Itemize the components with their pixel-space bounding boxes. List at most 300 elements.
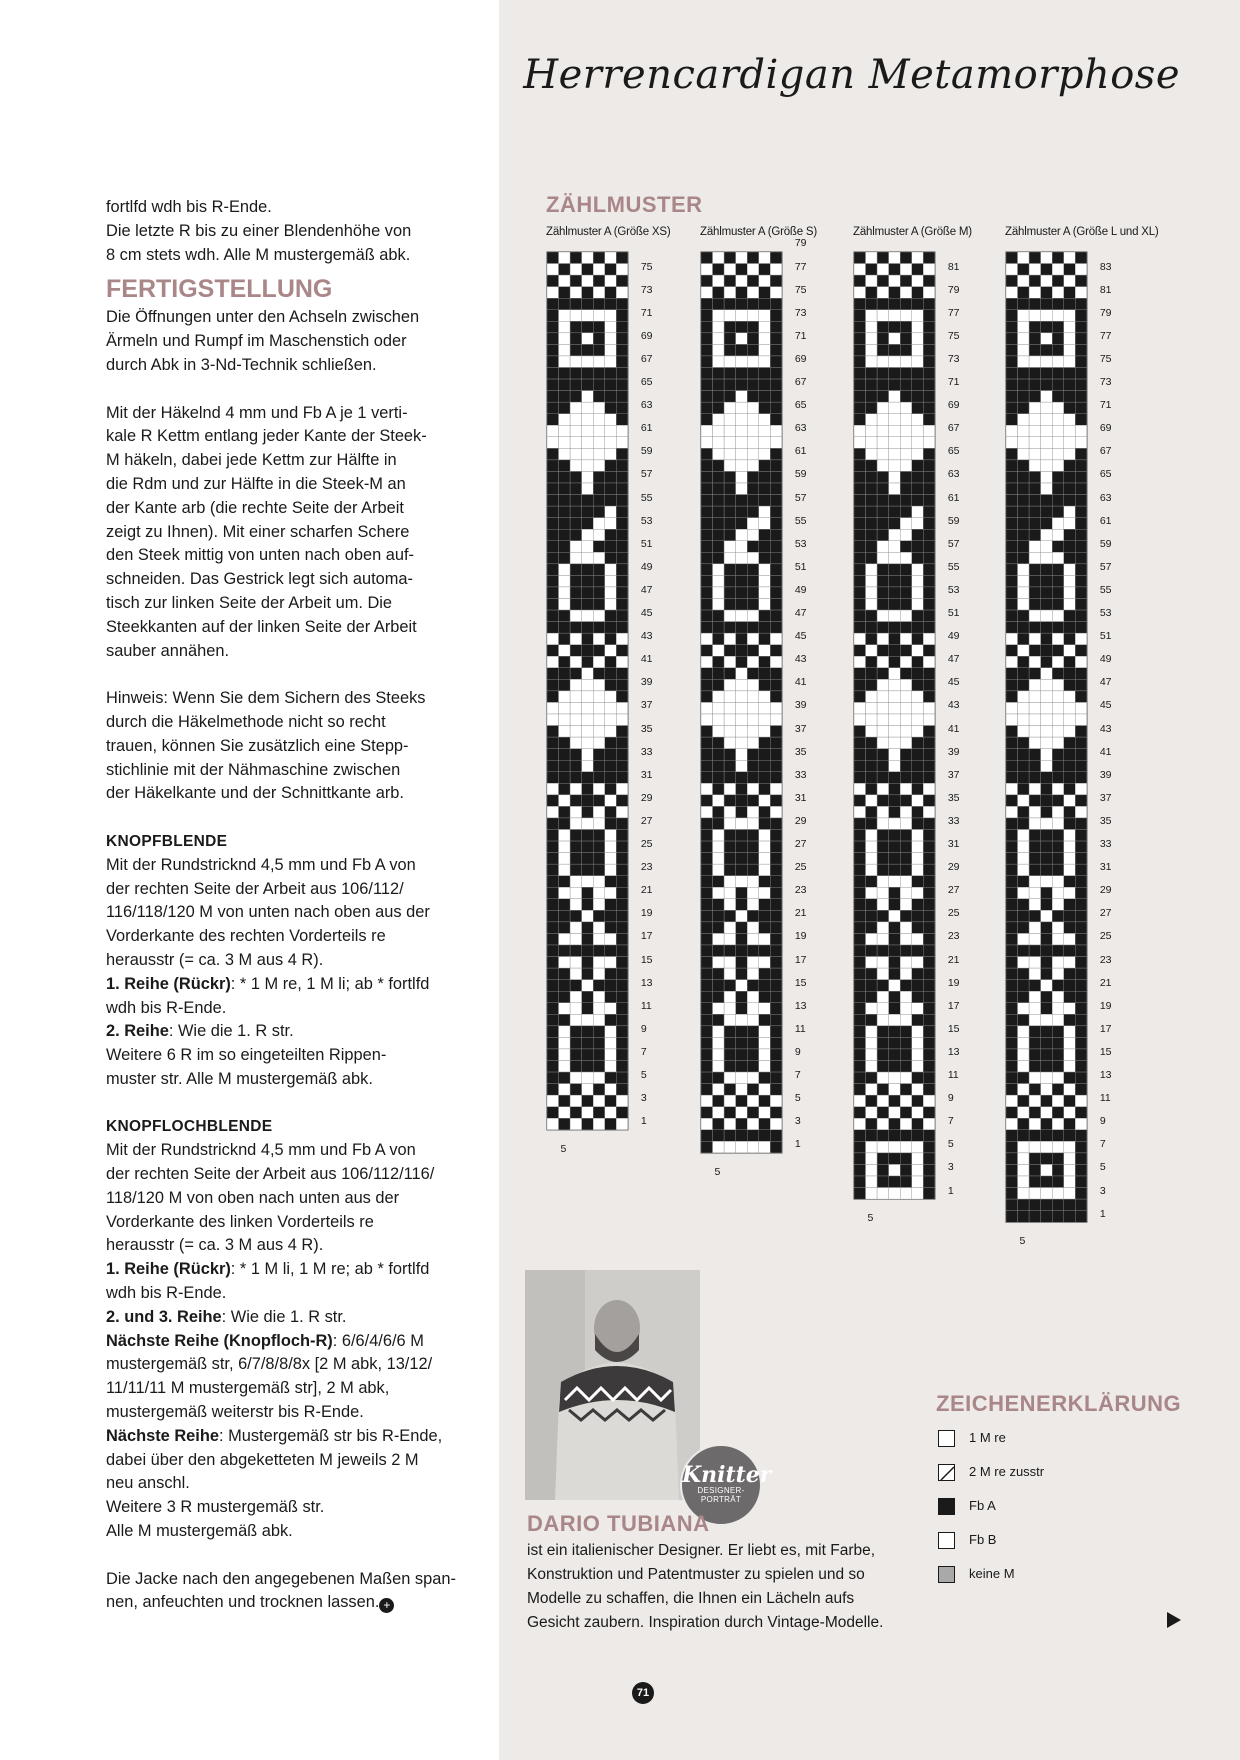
chart-cell-fb-a <box>889 1026 901 1038</box>
chart-cell-fb-a <box>701 772 713 784</box>
row-number-label: 15 <box>640 953 653 966</box>
chart-cell-fb-a <box>724 749 736 761</box>
chart-cell-fb-b <box>593 310 605 322</box>
chart-cell-fb-a <box>547 968 559 980</box>
chart-cell-fb-b <box>1029 448 1041 460</box>
chart-cell-fb-b <box>1018 356 1030 368</box>
chart-cell-fb-b <box>736 760 748 772</box>
chart-cell-fb-a <box>616 818 628 830</box>
chart-cell-fb-a <box>770 1026 782 1038</box>
chart-cell-fb-b <box>724 448 736 460</box>
chart-cell-fb-a <box>701 529 713 541</box>
chart-cell-fb-a <box>1064 760 1076 772</box>
chart-cell-fb-a <box>1075 737 1087 749</box>
chart-cell-fb-b <box>1018 1188 1030 1200</box>
row-number-label: 59 <box>947 514 960 527</box>
section-heading-fertigstellung: FERTIGSTELLUNG <box>106 275 333 304</box>
chart-cell-fb-a <box>923 795 935 807</box>
chart-cell-fb-a <box>1029 1049 1041 1061</box>
chart-cell-fb-a <box>889 853 901 865</box>
chart-cell-fb-a <box>1052 1037 1064 1049</box>
chart-cell-fb-a <box>1006 379 1018 391</box>
chart-cell-fb-b <box>866 864 878 876</box>
chart-cell-fb-a <box>559 460 571 472</box>
chart-cell-fb-b <box>759 691 771 703</box>
chart-cell-fb-a <box>1006 841 1018 853</box>
chart-cell-fb-a <box>701 887 713 899</box>
chart-cell-fb-a <box>759 1118 771 1130</box>
chart-cell-fb-a <box>1041 1199 1053 1211</box>
chart-cell-fb-b <box>877 356 889 368</box>
chart-cell-fb-b <box>1018 714 1030 726</box>
chart-cell-fb-a <box>1075 587 1087 599</box>
chart-cell-fb-a <box>559 471 571 483</box>
chart-cell-fb-a <box>1029 275 1041 287</box>
chart-cell-fb-a <box>877 379 889 391</box>
chart-cell-fb-b <box>866 344 878 356</box>
designer-bio <box>527 1539 907 1635</box>
chart-cell-fb-b <box>759 310 771 322</box>
chart-cell-fb-a <box>900 344 912 356</box>
text-line: Mit der Rundstricknd 4,5 mm und Fb A von <box>106 855 416 874</box>
chart-cell-fb-a <box>701 1141 713 1153</box>
row-number-label: 19 <box>640 907 653 920</box>
chart-cell-fb-a <box>593 1107 605 1119</box>
chart-cell-fb-a <box>759 483 771 495</box>
chart-cell-fb-b <box>724 806 736 818</box>
chart-cell-fb-b <box>866 275 878 287</box>
chart-cell-fb-a <box>559 679 571 691</box>
chart-cell-fb-b <box>900 876 912 888</box>
text-line: neu anschl. <box>106 1474 190 1493</box>
chart-cell-fb-a <box>701 1049 713 1061</box>
chart-cell-fb-a <box>866 506 878 518</box>
chart-cell-fb-b <box>1052 957 1064 969</box>
chart-cell-fb-b <box>747 552 759 564</box>
chart-cell-fb-a <box>770 379 782 391</box>
chart-cell-fb-b <box>1018 1164 1030 1176</box>
chart-cell-fb-a <box>1018 1014 1030 1026</box>
chart-cell-fb-a <box>747 587 759 599</box>
chart-cell-fb-a <box>616 610 628 622</box>
chart-cell-fb-b <box>759 1061 771 1073</box>
chart-cell-fb-b <box>616 425 628 437</box>
row-number-label: 73 <box>947 352 960 365</box>
chart-cell-fb-a <box>923 818 935 830</box>
chart-cell-fb-a <box>747 910 759 922</box>
chart-cell-fb-a <box>605 668 617 680</box>
row-number-label: 31 <box>1099 861 1112 874</box>
row-number-label: 5 <box>640 1069 647 1082</box>
chart-cell-fb-a <box>736 1003 748 1015</box>
chart-cell-fb-b <box>547 783 559 795</box>
chart-cell-fb-b <box>1064 1153 1076 1165</box>
chart-cell-fb-a <box>1052 333 1064 345</box>
chart-cell-fb-a <box>605 264 617 276</box>
chart-cell-fb-a <box>582 772 594 784</box>
row-number-label: 17 <box>947 999 960 1012</box>
chart-cell-fb-a <box>1064 991 1076 1003</box>
chart-cell-fb-a <box>889 264 901 276</box>
chart-cell-fb-a <box>866 668 878 680</box>
chart-cell-fb-b <box>1041 714 1053 726</box>
chart-cell-fb-b <box>866 1107 878 1119</box>
chart-cell-fb-a <box>854 818 866 830</box>
chart-cell-fb-a <box>1075 333 1087 345</box>
chart-cell-fb-a <box>866 287 878 299</box>
row-number-label: 55 <box>794 514 807 527</box>
chart-cell-fb-b <box>747 933 759 945</box>
chart-cell-fb-a <box>854 876 866 888</box>
chart-cell-fb-a <box>770 679 782 691</box>
chart-cell-fb-a <box>770 968 782 980</box>
chart-cell-fb-a <box>747 749 759 761</box>
chart-cell-fb-a <box>900 1061 912 1073</box>
chart-cell-fb-a <box>1006 1003 1018 1015</box>
chart-cell-fb-a <box>547 760 559 772</box>
chart-cell-fb-a <box>866 368 878 380</box>
chart-cell-fb-a <box>923 1072 935 1084</box>
chart-cell-fb-b <box>900 899 912 911</box>
chart-cell-fb-a <box>747 622 759 634</box>
chart-cell-fb-a <box>713 529 725 541</box>
chart-cell-fb-b <box>759 887 771 899</box>
chart-cell-fb-b <box>854 437 866 449</box>
chart-cell-fb-a <box>593 795 605 807</box>
chart-cell-fb-a <box>616 529 628 541</box>
chart-cell-fb-a <box>701 980 713 992</box>
row-number-label: 3 <box>640 1092 647 1105</box>
chart-cell-fb-a <box>570 506 582 518</box>
chart-cell-fb-a <box>854 645 866 657</box>
chart-cell-fb-b <box>747 887 759 899</box>
chart-cell-fb-b <box>1029 414 1041 426</box>
chart-cell-fb-b <box>1029 1072 1041 1084</box>
chart-cell-fb-a <box>770 587 782 599</box>
chart-cell-fb-a <box>605 622 617 634</box>
chart-cell-fb-b <box>877 656 889 668</box>
chart-cell-fb-b <box>1018 1003 1030 1015</box>
chart-cell-fb-a <box>1064 495 1076 507</box>
chart-cell-fb-a <box>1018 298 1030 310</box>
chart-cell-fb-a <box>747 772 759 784</box>
chart-cell-fb-a <box>593 760 605 772</box>
chart-cell-fb-a <box>605 633 617 645</box>
chart-cell-fb-a <box>547 252 559 264</box>
chart-cell-fb-b <box>701 1118 713 1130</box>
row-number-label: 3 <box>947 1161 954 1174</box>
chart-cell-fb-a <box>1006 876 1018 888</box>
chart-cell-fb-a <box>1075 1049 1087 1061</box>
chart-cell-fb-b <box>559 252 571 264</box>
chart-cell-fb-a <box>605 922 617 934</box>
chart-cell-fb-a <box>547 587 559 599</box>
chart-cell-fb-b <box>900 1072 912 1084</box>
chart-cell-fb-a <box>616 575 628 587</box>
chart-cell-fb-b <box>736 818 748 830</box>
chart-cell-fb-a <box>1052 980 1064 992</box>
chart-cell-fb-a <box>877 841 889 853</box>
row-number-label: 7 <box>1099 1138 1106 1151</box>
chart-cell-fb-a <box>570 772 582 784</box>
chart-cell-fb-a <box>1006 910 1018 922</box>
chart-cell-fb-b <box>877 737 889 749</box>
chart-cell-fb-b <box>713 1084 725 1096</box>
chart-cell-fb-b <box>736 448 748 460</box>
chart-cell-fb-a <box>570 1061 582 1073</box>
row-number-label: 33 <box>640 745 653 758</box>
chart-cell-fb-a <box>877 910 889 922</box>
chart-cell-fb-a <box>593 275 605 287</box>
chart-cell-fb-a <box>877 1049 889 1061</box>
chart-cell-fb-a <box>912 668 924 680</box>
chart-cell-fb-b <box>713 1037 725 1049</box>
chart-cell-fb-a <box>854 379 866 391</box>
chart-cell-fb-a <box>770 1003 782 1015</box>
chart-cell-fb-b <box>713 344 725 356</box>
chart-cell-fb-b <box>889 910 901 922</box>
chart-cell-fb-a <box>770 691 782 703</box>
chart-cell-fb-a <box>582 1061 594 1073</box>
badge-brand: Knitter <box>682 1462 772 1488</box>
chart-cell-fb-a <box>912 945 924 957</box>
chart-cell-fb-a <box>877 1164 889 1176</box>
chart-cell-fb-a <box>616 414 628 426</box>
chart-cell-fb-b <box>1075 714 1087 726</box>
chart-cell-fb-a <box>736 645 748 657</box>
chart-cell-fb-b <box>889 310 901 322</box>
text-line: den Steek mittig von unten nach oben auf- <box>106 546 414 565</box>
chart-cell-fb-a <box>747 471 759 483</box>
chart-cell-fb-a <box>724 1049 736 1061</box>
chart-cell-fb-a <box>1006 1130 1018 1142</box>
chart-cell-fb-a <box>889 991 901 1003</box>
chart-cell-fb-a <box>1006 391 1018 403</box>
chart-cell-fb-b <box>713 356 725 368</box>
chart-cell-fb-a <box>724 1107 736 1119</box>
chart-cell-fb-a <box>547 1084 559 1096</box>
chart-cell-fb-b <box>1018 841 1030 853</box>
chart-cell-fb-b <box>854 425 866 437</box>
chart-cell-fb-a <box>912 483 924 495</box>
chart-cell-fb-b <box>1018 1037 1030 1049</box>
chart-cell-fb-b <box>747 714 759 726</box>
chart-cell-fb-a <box>854 564 866 576</box>
chart-cell-fb-a <box>759 298 771 310</box>
chart-cell-fb-a <box>547 1049 559 1061</box>
chart-cell-fb-a <box>701 298 713 310</box>
chart-cell-fb-b <box>1052 1072 1064 1084</box>
chart-cell-fb-a <box>912 910 924 922</box>
chart-cell-fb-a <box>1018 749 1030 761</box>
chart-cell-fb-b <box>923 1095 935 1107</box>
chart-cell-fb-b <box>889 1107 901 1119</box>
chart-cell-fb-b <box>759 437 771 449</box>
row-number-label: 55 <box>1099 583 1112 596</box>
chart-cell-fb-a <box>900 668 912 680</box>
chart-cell-fb-a <box>747 841 759 853</box>
chart-cell-fb-b <box>1064 1084 1076 1096</box>
chart-cell-fb-b <box>1064 448 1076 460</box>
chart-cell-fb-b <box>1052 633 1064 645</box>
chart-cell-fb-a <box>1052 645 1064 657</box>
chart-cell-fb-a <box>1075 252 1087 264</box>
chart-cell-fb-a <box>701 910 713 922</box>
chart-cell-fb-b <box>593 899 605 911</box>
chart-cell-fb-a <box>1075 564 1087 576</box>
chart-cell-fb-a <box>923 1026 935 1038</box>
chart-cell-fb-a <box>616 841 628 853</box>
chart-cell-fb-b <box>1064 564 1076 576</box>
chart-cell-fb-b <box>759 252 771 264</box>
chart-cell-fb-a <box>1064 1072 1076 1084</box>
chart-cell-fb-a <box>582 968 594 980</box>
chart-cell-fb-a <box>582 957 594 969</box>
chart-cell-fb-b <box>866 795 878 807</box>
chart-cell-fb-a <box>724 495 736 507</box>
chart-cell-fb-a <box>1052 1153 1064 1165</box>
chart-cell-fb-b <box>912 1084 924 1096</box>
chart-cell-fb-a <box>570 980 582 992</box>
chart-cell-fb-a <box>547 321 559 333</box>
chart-cell-fb-a <box>854 726 866 738</box>
chart-cell-fb-b <box>582 1107 594 1119</box>
chart-cell-fb-a <box>1075 1026 1087 1038</box>
chart-cell-fb-a <box>1018 610 1030 622</box>
chart-cell-fb-a <box>1006 622 1018 634</box>
text-line: herausstr (= ca. 3 M aus 4 R). <box>106 950 324 969</box>
chart-cell-fb-a <box>866 991 878 1003</box>
chart-cell-fb-a <box>736 379 748 391</box>
row-number-label: 45 <box>1099 699 1112 712</box>
text-line: 118/120 M von oben nach unten aus der <box>106 1188 400 1207</box>
chart-cell-fb-a <box>1006 899 1018 911</box>
chart-cell-fb-b <box>1029 541 1041 553</box>
chart-cell-fb-a <box>1064 483 1076 495</box>
chart-cell-fb-a <box>854 414 866 426</box>
chart-cell-fb-b <box>759 506 771 518</box>
chart-cell-fb-a <box>770 991 782 1003</box>
chart-cell-fb-a <box>701 1026 713 1038</box>
chart-cell-fb-a <box>713 287 725 299</box>
chart-cell-fb-b <box>866 1061 878 1073</box>
chart-cell-fb-a <box>770 726 782 738</box>
chart-cell-fb-a <box>877 471 889 483</box>
chart-cell-fb-b <box>889 541 901 553</box>
next-page-arrow-icon[interactable] <box>1167 1612 1181 1628</box>
chart-cell-fb-b <box>1064 933 1076 945</box>
chart-cell-fb-b <box>877 1188 889 1200</box>
chart-cell-fb-a <box>866 460 878 472</box>
chart-cell-fb-a <box>1075 795 1087 807</box>
chart-cell-fb-a <box>889 321 901 333</box>
chart-cell-fb-b <box>593 356 605 368</box>
chart-cell-fb-a <box>759 471 771 483</box>
chart-cell-fb-b <box>605 702 617 714</box>
chart-cell-fb-a <box>923 610 935 622</box>
chart-cell-fb-b <box>900 922 912 934</box>
chart-cell-fb-b <box>559 448 571 460</box>
legend-swatch <box>938 1430 955 1447</box>
chart-cell-fb-a <box>570 298 582 310</box>
chart-cell-fb-b <box>701 783 713 795</box>
chart-cell-fb-a <box>593 344 605 356</box>
chart-cell-fb-b <box>559 1003 571 1015</box>
chart-cell-fb-b <box>1041 541 1053 553</box>
chart-cell-fb-a <box>1029 391 1041 403</box>
chart-cell-fb-b <box>724 899 736 911</box>
chart-cell-fb-b <box>582 402 594 414</box>
chart-cell-fb-a <box>923 887 935 899</box>
chart-cell-fb-a <box>1029 945 1041 957</box>
chart-cell-fb-a <box>866 945 878 957</box>
chart-cell-fb-a <box>724 252 736 264</box>
row-number-label: 75 <box>1099 352 1112 365</box>
chart-cell-fb-b <box>559 1107 571 1119</box>
chart-cell-fb-a <box>877 333 889 345</box>
text-line: Alle M mustergemäß abk. <box>106 1522 293 1541</box>
chart-cell-fb-b <box>1018 726 1030 738</box>
chart-cell-fb-a <box>724 864 736 876</box>
section-heading-knopflochblende: KNOPFLOCHBLENDE <box>106 1118 273 1136</box>
chart-cell-fb-b <box>866 726 878 738</box>
chart-cell-fb-a <box>1075 275 1087 287</box>
chart-l-xl <box>1005 226 1195 1326</box>
chart-cell-fb-b <box>1052 714 1064 726</box>
chart-cell-fb-b <box>605 310 617 322</box>
chart-cell-fb-a <box>1075 726 1087 738</box>
chart-cell-fb-a <box>616 541 628 553</box>
chart-cell-fb-b <box>582 679 594 691</box>
chart-cell-fb-b <box>759 275 771 287</box>
chart-cell-fb-a <box>701 795 713 807</box>
chart-cell-fb-a <box>770 518 782 530</box>
chart-cell-fb-a <box>1075 1014 1087 1026</box>
row-number-label: 63 <box>640 399 653 412</box>
chart-cell-fb-b <box>759 344 771 356</box>
chart-cell-fb-b <box>605 425 617 437</box>
chart-cell-fb-b <box>759 1084 771 1096</box>
chart-cell-fb-a <box>770 922 782 934</box>
chart-cell-fb-a <box>759 633 771 645</box>
chart-cell-fb-b <box>759 830 771 842</box>
chart-cell-fb-a <box>923 1037 935 1049</box>
chart-cell-fb-b <box>889 679 901 691</box>
chart-cell-fb-a <box>1006 1164 1018 1176</box>
text-line: Weitere 3 R mustergemäß str. <box>106 1498 325 1517</box>
chart-cell-fb-a <box>724 483 736 495</box>
chart-cell-fb-a <box>605 1118 617 1130</box>
chart-cell-fb-a <box>747 645 759 657</box>
chart-cell-fb-a <box>1018 633 1030 645</box>
chart-cell-fb-a <box>1075 402 1087 414</box>
chart-cell-fb-a <box>593 980 605 992</box>
chart-cell-fb-a <box>713 1014 725 1026</box>
chart-cell-fb-b <box>559 933 571 945</box>
chart-cell-fb-b <box>1018 1176 1030 1188</box>
legend-swatch-slash <box>938 1464 955 1481</box>
chart-cell-fb-a <box>605 287 617 299</box>
chart-cell-fb-a <box>1064 772 1076 784</box>
chart-cell-fb-a <box>1052 1061 1064 1073</box>
chart-cell-fb-b <box>889 333 901 345</box>
chart-cell-fb-b <box>605 564 617 576</box>
chart-cell-fb-a <box>923 876 935 888</box>
chart-cell-fb-b <box>1006 287 1018 299</box>
chart-cell-fb-b <box>559 691 571 703</box>
chart-cell-fb-a <box>1029 379 1041 391</box>
chart-cell-fb-b <box>866 310 878 322</box>
